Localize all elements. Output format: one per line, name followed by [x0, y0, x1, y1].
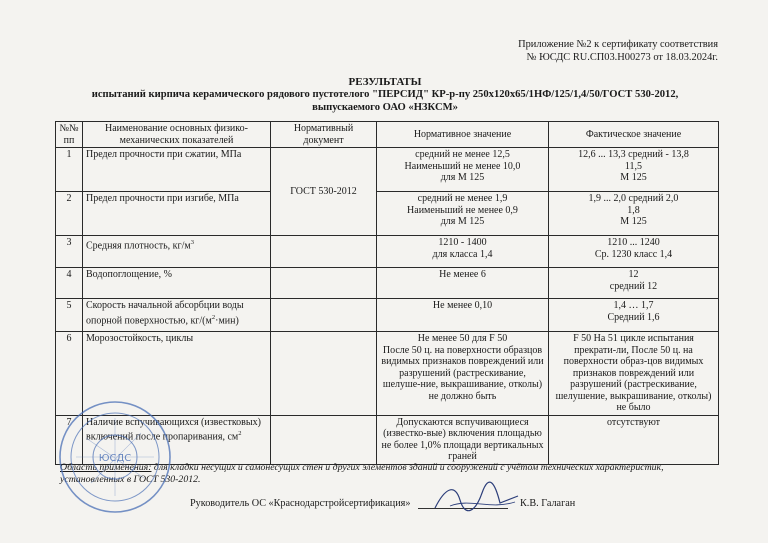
- actual-value-line: М 125: [620, 172, 647, 183]
- actual-value-line: 12: [628, 269, 639, 280]
- indicator-name-text: Скорость начальной абсорбции воды опорной поверхностью, кг/(м: [86, 300, 244, 326]
- row-number: 2: [56, 192, 83, 236]
- seal-stamp: [56, 398, 174, 516]
- normative-value: [377, 299, 549, 332]
- subtitle-line-2: выпускаемого ОАО «НЗКСМ»: [312, 102, 458, 113]
- header-name: Наименование основных физико-механических показателей: [83, 122, 271, 148]
- normative-value: [377, 236, 549, 268]
- normative-document: ГОСТ 530-2012: [271, 148, 377, 236]
- normative-value-line: Допускаются вспучивающиеся (известко-вые) включения площадью не более 1,0% площади вертикальных граней: [381, 416, 544, 462]
- normative-value-line: После 50 ц. на поверхности образцов видимых признаков повреждений или разрушений (растрескивание, шелуше-ние, выкрашивание, отколы) не должно быть: [381, 344, 544, 402]
- indicator-unit-superscript: 3: [190, 239, 194, 246]
- actual-value-line: М 125: [620, 216, 647, 227]
- actual-value-line: 1,9 ... 2,0 средний 2,0: [588, 193, 679, 204]
- row-number: 4: [56, 268, 83, 299]
- indicator-name: [83, 148, 271, 192]
- stamp-text: ЮСДС: [98, 453, 132, 464]
- subtitle-line-1: испытаний кирпича керамического рядового пустотелого "ПЕРСИД" КР-р-пу 250х120х65/1НФ/125/1,4/50/ГОСТ 530-2012,: [91, 89, 679, 100]
- table-row: [56, 148, 719, 192]
- row-number: 7: [56, 415, 83, 464]
- table-row: [56, 299, 719, 332]
- normative-document-empty: [271, 415, 377, 464]
- actual-value: [549, 192, 719, 236]
- actual-value-line: 1,8: [627, 204, 640, 216]
- normative-value: [377, 268, 549, 299]
- header-doc: Нормативный документ: [271, 122, 377, 148]
- header-num: №№ пп: [56, 122, 83, 148]
- usage-label: Область применения:: [60, 462, 152, 473]
- row-number: 5: [56, 299, 83, 332]
- row-number: 1: [56, 148, 83, 192]
- table-row: [56, 192, 719, 236]
- actual-value: [549, 332, 719, 416]
- signer-role: Руководитель ОС «Краснодарстройсертификация»: [190, 498, 411, 509]
- row-number: 6: [56, 332, 83, 416]
- indicator-unit-superscript: 2: [211, 313, 216, 321]
- normative-document-empty: [271, 299, 377, 332]
- indicator-name-text: Наличие вспучивающихся (известковых) включений после пропаривания, см: [86, 416, 261, 443]
- normative-value-line: Наименьший не менее 0,9: [407, 204, 518, 216]
- table-row: [56, 268, 719, 299]
- actual-value: [549, 299, 719, 332]
- normative-value-line: Наименьший не менее 10,0: [404, 160, 521, 172]
- normative-value-line: Не менее 6: [439, 269, 486, 280]
- indicator-name-text: Предел прочности при сжатии, МПа: [86, 149, 242, 160]
- table-row: [56, 236, 719, 268]
- indicator-name: [83, 299, 271, 332]
- normative-value: [377, 415, 549, 464]
- normative-value: [377, 148, 549, 192]
- usage-line-2: установленных в ГОСТ 530-2012.: [60, 474, 201, 485]
- indicator-unit-tail: ·мин): [215, 314, 239, 326]
- indicator-name-text: Средняя плотность, кг/м: [86, 240, 191, 252]
- actual-value-line: 12,6 ... 13,3 средний - 13,8: [578, 149, 689, 160]
- actual-value-line: 1210 ... 1240: [607, 237, 660, 248]
- normative-value-line: 1210 - 1400: [438, 237, 487, 248]
- normative-document-empty: [271, 268, 377, 299]
- header-norm: Нормативное значение: [377, 122, 549, 148]
- indicator-name-text: Морозостойкость, циклы: [86, 333, 194, 344]
- indicator-name-text: Предел прочности при изгибе, МПа: [86, 193, 239, 204]
- row-number: 3: [56, 236, 83, 268]
- appendix-line-1: Приложение №2 к сертификату соответствия: [518, 39, 718, 50]
- actual-value-line: 11,5: [624, 160, 643, 172]
- indicator-name: [83, 236, 271, 268]
- indicator-name: [83, 192, 271, 236]
- results-subtitle: [60, 88, 710, 114]
- actual-value-line: 1,4 … 1,7: [613, 300, 654, 311]
- handwritten-signature: [430, 478, 525, 518]
- normative-value: [377, 192, 549, 236]
- actual-value-line: средний 12: [609, 280, 658, 292]
- normative-document-empty: [271, 236, 377, 268]
- results-heading: РЕЗУЛЬТАТЫ: [348, 76, 422, 88]
- signer-name: К.В. Галаган: [520, 498, 576, 509]
- indicator-name: [83, 268, 271, 299]
- normative-value-line: Не менее 0,10: [432, 300, 493, 311]
- normative-value-line: средний не менее 12,5: [415, 149, 510, 160]
- header-actual: Фактическое значение: [549, 122, 719, 148]
- actual-value-line: Средний 1,6: [607, 311, 660, 323]
- actual-value: [549, 268, 719, 299]
- actual-value: [549, 148, 719, 192]
- normative-value-line: для М 125: [440, 216, 485, 227]
- appendix-reference: [388, 38, 718, 64]
- normative-value-line: для М 125: [440, 172, 485, 183]
- usage-text: для кладки несущих и самонесущих стен и других элементов зданий и сооружений с учётом технических характеристик,: [151, 462, 664, 473]
- actual-value-line: F 50 На 51 цикле испытания прекрати-ли, После 50 ц. на поверхности образ-цов видимых признаков повреждений или разрушений (растрескивание, шелушение, выкрашивание, отколы) не было: [555, 333, 712, 413]
- normative-value: [377, 332, 549, 416]
- normative-value-line: Не менее 50 для F 50: [417, 333, 508, 344]
- table-header-row: [56, 122, 719, 148]
- normative-value-line: для класса 1,4: [432, 248, 493, 260]
- actual-value-line: Ср. 1230 класс 1,4: [594, 248, 673, 260]
- actual-value: [549, 236, 719, 268]
- normative-value-line: средний не менее 1,9: [417, 193, 508, 204]
- normative-document-empty: [271, 332, 377, 416]
- indicator-unit-superscript: 2: [238, 430, 242, 437]
- indicator-name-text: Водопоглощение, %: [86, 269, 173, 280]
- actual-value: [549, 415, 719, 464]
- actual-value-line: отсутствуют: [606, 416, 661, 428]
- appendix-line-2: № ЮСДС RU.СП03.Н00273 от 18.03.2024г.: [526, 52, 718, 63]
